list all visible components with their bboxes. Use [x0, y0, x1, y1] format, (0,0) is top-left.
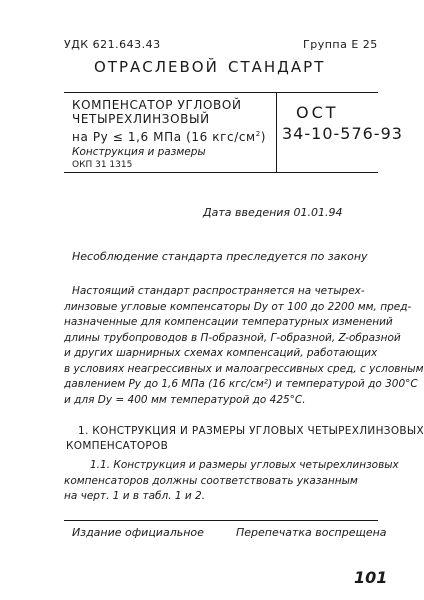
page-number: 101 [354, 568, 388, 587]
title-divider [276, 92, 277, 172]
effective-date: Дата введения 01.01.94 [203, 206, 343, 219]
footer-rule [64, 520, 378, 521]
paragraph-line: Настоящий стандарт распространяется на четырех- [72, 285, 365, 297]
ost-label: ОСТ [296, 103, 339, 122]
udk-code: УДК 621.643.43 [64, 38, 161, 51]
legal-warning: Несоблюдение стандарта преследуется по закону [72, 250, 368, 263]
standard-type-2: СТАНДАРТ [228, 58, 326, 76]
paragraph-line: в условиях неагрессивных и малоагрессивных сред, с условным [64, 362, 424, 375]
scope-paragraph [64, 284, 424, 408]
section-heading [66, 424, 424, 454]
item-line: компенсаторов должны соответствовать указанным [64, 474, 358, 487]
reprint-notice: Перепечатка воспрещена [236, 526, 387, 539]
section-item-1-1 [64, 458, 399, 505]
paragraph-line: длины трубопроводов в П-образной, Г-образной, Z-образной [64, 331, 401, 344]
item-line: на черт. 1 и в табл. 1 и 2. [64, 490, 206, 502]
paragraph-line: и других шарнирных схемах компенсаций, работающих [64, 347, 378, 359]
official-edition: Издание официальное [72, 526, 204, 539]
title-line-1: КОМПЕНСАТОР УГЛОВОЙ [72, 98, 242, 112]
okp-code: ОКП 31 1315 [72, 160, 133, 170]
title-line-2: ЧЕТЫРЕХЛИНЗОВЫЙ [72, 112, 210, 126]
paragraph-line: давлением Ру до 1,6 МПа (16 кгс/см²) и температурой до 300°С [64, 378, 418, 390]
group-code: Группа Е 25 [303, 38, 378, 51]
title-subtitle: Конструкция и размеры [72, 146, 206, 158]
paragraph-line: линзовые угловые компенсаторы Dу от 100 до 2200 мм, пред- [64, 300, 412, 313]
item-line: 1.1. Конструкция и размеры угловых четырехлинзовых [90, 459, 399, 471]
standard-type-1: ОТРАСЛЕВОЙ [94, 58, 219, 76]
ost-number: 34-10-576-93 [282, 124, 403, 143]
section-heading-line-2: КОМПЕНСАТОРОВ [66, 440, 169, 452]
title-top-rule [64, 92, 378, 93]
title-line-3: на Ру ≤ 1,6 МПа (16 кгс/$см^2$) [72, 130, 267, 144]
paragraph-line: и для Dу = 400 мм температурой до 425°С. [64, 393, 306, 406]
title-bottom-rule [64, 172, 378, 173]
paragraph-line: назначенные для компенсации температурных изменений [64, 316, 393, 328]
section-heading-line-1: 1. КОНСТРУКЦИЯ И РАЗМЕРЫ УГЛОВЫХ ЧЕТЫРЕХЛИНЗОВЫХ [78, 425, 424, 437]
